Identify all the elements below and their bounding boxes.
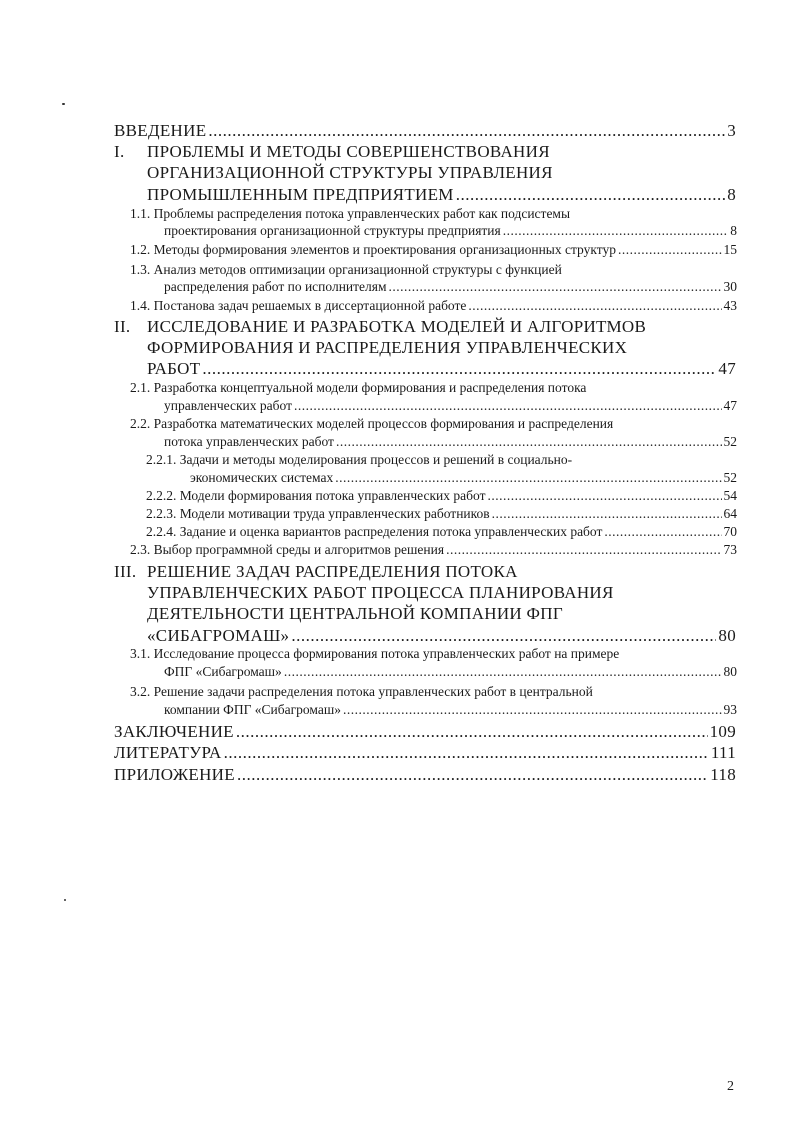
toc-s2-2-3-page: 64: [723, 506, 737, 521]
toc-ch1-line1: ПРОБЛЕМЫ И МЕТОДЫ СОВЕРШЕНСТВОВАНИЯ: [147, 142, 550, 161]
toc-s2-1-page: 47: [723, 398, 737, 413]
toc-conclusion: [114, 723, 736, 740]
toc-ch1-line2: ОРГАНИЗАЦИОННОЙ СТРУКТУРЫ УПРАВЛЕНИЯ: [147, 163, 553, 182]
toc-s1-3-last: [164, 280, 737, 294]
toc-s1-3-line2: распределения работ по исполнителям: [164, 279, 387, 294]
toc-ch2-page: 47: [718, 359, 736, 378]
toc-s2-2-page: 52: [723, 434, 737, 449]
leader-dots: [202, 360, 716, 377]
toc-ch3-line3: ДЕЯТЕЛЬНОСТИ ЦЕНТРАЛЬНОЙ КОМПАНИИ ФПГ: [147, 604, 563, 623]
leader-dots: [237, 766, 708, 783]
leader-dots: [604, 525, 721, 539]
toc-literature-page: 111: [710, 743, 736, 762]
leader-dots: [446, 543, 721, 557]
toc-conclusion-title: ЗАКЛЮЧЕНИЕ: [114, 722, 234, 741]
leader-dots: [291, 627, 716, 644]
toc-appendix-title: ПРИЛОЖЕНИЕ: [114, 765, 235, 784]
leader-dots: [487, 489, 721, 503]
toc-s3-1-line2: ФПГ «Сибагромаш»: [164, 664, 282, 679]
toc-intro-page: 3: [727, 121, 736, 140]
toc-conclusion-page: 109: [709, 722, 736, 741]
leader-dots: [468, 299, 721, 313]
toc-s3-1-line1: 3.1. Исследование процесса формирования потока управленческих работ на примере: [130, 646, 620, 661]
toc-ch1-page: 8: [727, 185, 736, 204]
leader-dots: [336, 435, 722, 449]
scan-speck: [64, 899, 66, 901]
toc-ch3-line2: УПРАВЛЕНЧЕСКИХ РАБОТ ПРОЦЕССА ПЛАНИРОВАНИЯ: [147, 583, 614, 602]
toc-s1-3-line1: 1.3. Анализ методов оптимизации организационной структуры с функцией: [130, 262, 562, 277]
toc-s2-2-1-line1: 2.2.1. Задачи и методы моделирования процессов и решений в социально-: [146, 452, 573, 467]
toc-s3-1-page: 80: [723, 664, 737, 679]
toc-s2-2-3-line1: 2.2.3. Модели мотивации труда управленческих работников: [146, 506, 490, 521]
toc-s3-2-last: [164, 703, 737, 717]
leader-dots: [618, 243, 722, 257]
toc-s2-1-last: [164, 399, 737, 413]
toc-s3-2-page: 93: [723, 702, 737, 717]
toc-intro: [114, 122, 736, 139]
toc-s2-2-2-line1: 2.2.2. Модели формирования потока управленческих работ: [146, 488, 486, 503]
toc-s2-1-line2: управленческих работ: [164, 398, 292, 413]
toc-s2-2-1-line2: экономических системах: [190, 470, 334, 485]
leader-dots: [335, 471, 721, 485]
toc-s2-2-3: [146, 507, 737, 521]
leader-dots: [503, 224, 729, 238]
toc-ch2-num: II.: [114, 317, 131, 336]
toc-s2-2-last: [164, 435, 737, 449]
toc-s1-2: [130, 243, 737, 257]
toc-s2-2-4-page: 70: [723, 524, 737, 539]
toc-s1-2-line1: 1.2. Методы формирования элементов и проектирования организационных структур: [130, 242, 616, 257]
toc-s1-3-page: 30: [723, 279, 737, 294]
toc-ch2-line2: ФОРМИРОВАНИЯ И РАСПРЕДЕЛЕНИЯ УПРАВЛЕНЧЕСКИХ: [147, 338, 628, 357]
toc-s2-3: [130, 543, 737, 557]
toc-s2-2-4-line1: 2.2.4. Задание и оценка вариантов распределения потока управленческих работ: [146, 524, 603, 539]
toc-s1-4-line1: 1.4. Постанова задач решаемых в диссертационной работе: [130, 298, 467, 313]
leader-dots: [284, 665, 722, 679]
toc-s2-2-line1: 2.2. Разработка математических моделей процессов формирования и распределения: [130, 416, 614, 431]
toc-s2-2-4: [146, 525, 737, 539]
toc-s3-2-line1: 3.2. Решение задачи распределения потока управленческих работ в центральной: [130, 684, 593, 699]
scan-speck: [62, 103, 65, 105]
toc-ch2-line1: ИССЛЕДОВАНИЕ И РАЗРАБОТКА МОДЕЛЕЙ И АЛГОРИТМОВ: [147, 317, 647, 336]
toc-s3-1-last: [164, 665, 737, 679]
toc-s1-4: [130, 299, 737, 313]
leader-dots: [456, 186, 726, 203]
leader-dots: [236, 723, 708, 740]
toc-s1-4-page: 43: [723, 298, 737, 313]
toc-intro-title: ВВЕДЕНИЕ: [114, 121, 207, 140]
leader-dots: [224, 744, 709, 761]
leader-dots: [343, 703, 722, 717]
toc-ch3-line4: «СИБАГРОМАШ»: [147, 626, 290, 645]
toc-s1-1-page: 8: [730, 223, 737, 238]
toc-appendix: [114, 766, 736, 783]
toc-ch3-num: III.: [114, 562, 137, 581]
toc-appendix-page: 118: [710, 765, 736, 784]
page-number: 2: [727, 1079, 734, 1094]
toc-ch1-num: I.: [114, 142, 125, 161]
toc-s1-1-line2: проектирования организационной структуры предприятия: [164, 223, 501, 238]
toc-s3-2-line2: компании ФПГ «Сибагромаш»: [164, 702, 341, 717]
toc-literature-title: ЛИТЕРАТУРА: [114, 743, 222, 762]
toc-ch2-last: [147, 360, 736, 377]
leader-dots: [294, 399, 722, 413]
toc-s2-2-line2: потока управленческих работ: [164, 434, 334, 449]
toc-s1-1-line1: 1.1. Проблемы распределения потока управленческих работ как подсистемы: [130, 206, 571, 221]
toc-ch3-last: [147, 627, 736, 644]
toc-s2-1-line1: 2.1. Разработка концептуальной модели формирования и распределения потока: [130, 380, 587, 395]
toc-ch3-page: 80: [718, 626, 736, 645]
toc-ch1-line3: ПРОМЫШЛЕННЫМ ПРЕДПРИЯТИЕМ: [147, 185, 454, 204]
leader-dots: [208, 122, 725, 139]
toc-literature: [114, 744, 736, 761]
leader-dots: [389, 280, 722, 294]
toc-s2-2-1-last: [190, 471, 737, 485]
toc-s1-2-page: 15: [723, 242, 737, 257]
toc-s1-1-last: [164, 224, 737, 238]
leader-dots: [492, 507, 722, 521]
toc-ch1-last: [147, 186, 736, 203]
toc-s2-3-page: 73: [723, 542, 737, 557]
toc-s2-2-1-page: 52: [723, 470, 737, 485]
toc-ch2-line3: РАБОТ: [147, 359, 201, 378]
toc-s2-2-2: [146, 489, 737, 503]
toc-ch3-line1: РЕШЕНИЕ ЗАДАЧ РАСПРЕДЕЛЕНИЯ ПОТОКА: [147, 562, 518, 581]
toc-s2-3-line1: 2.3. Выбор программной среды и алгоритмов решения: [130, 542, 445, 557]
toc-s2-2-2-page: 54: [723, 488, 737, 503]
